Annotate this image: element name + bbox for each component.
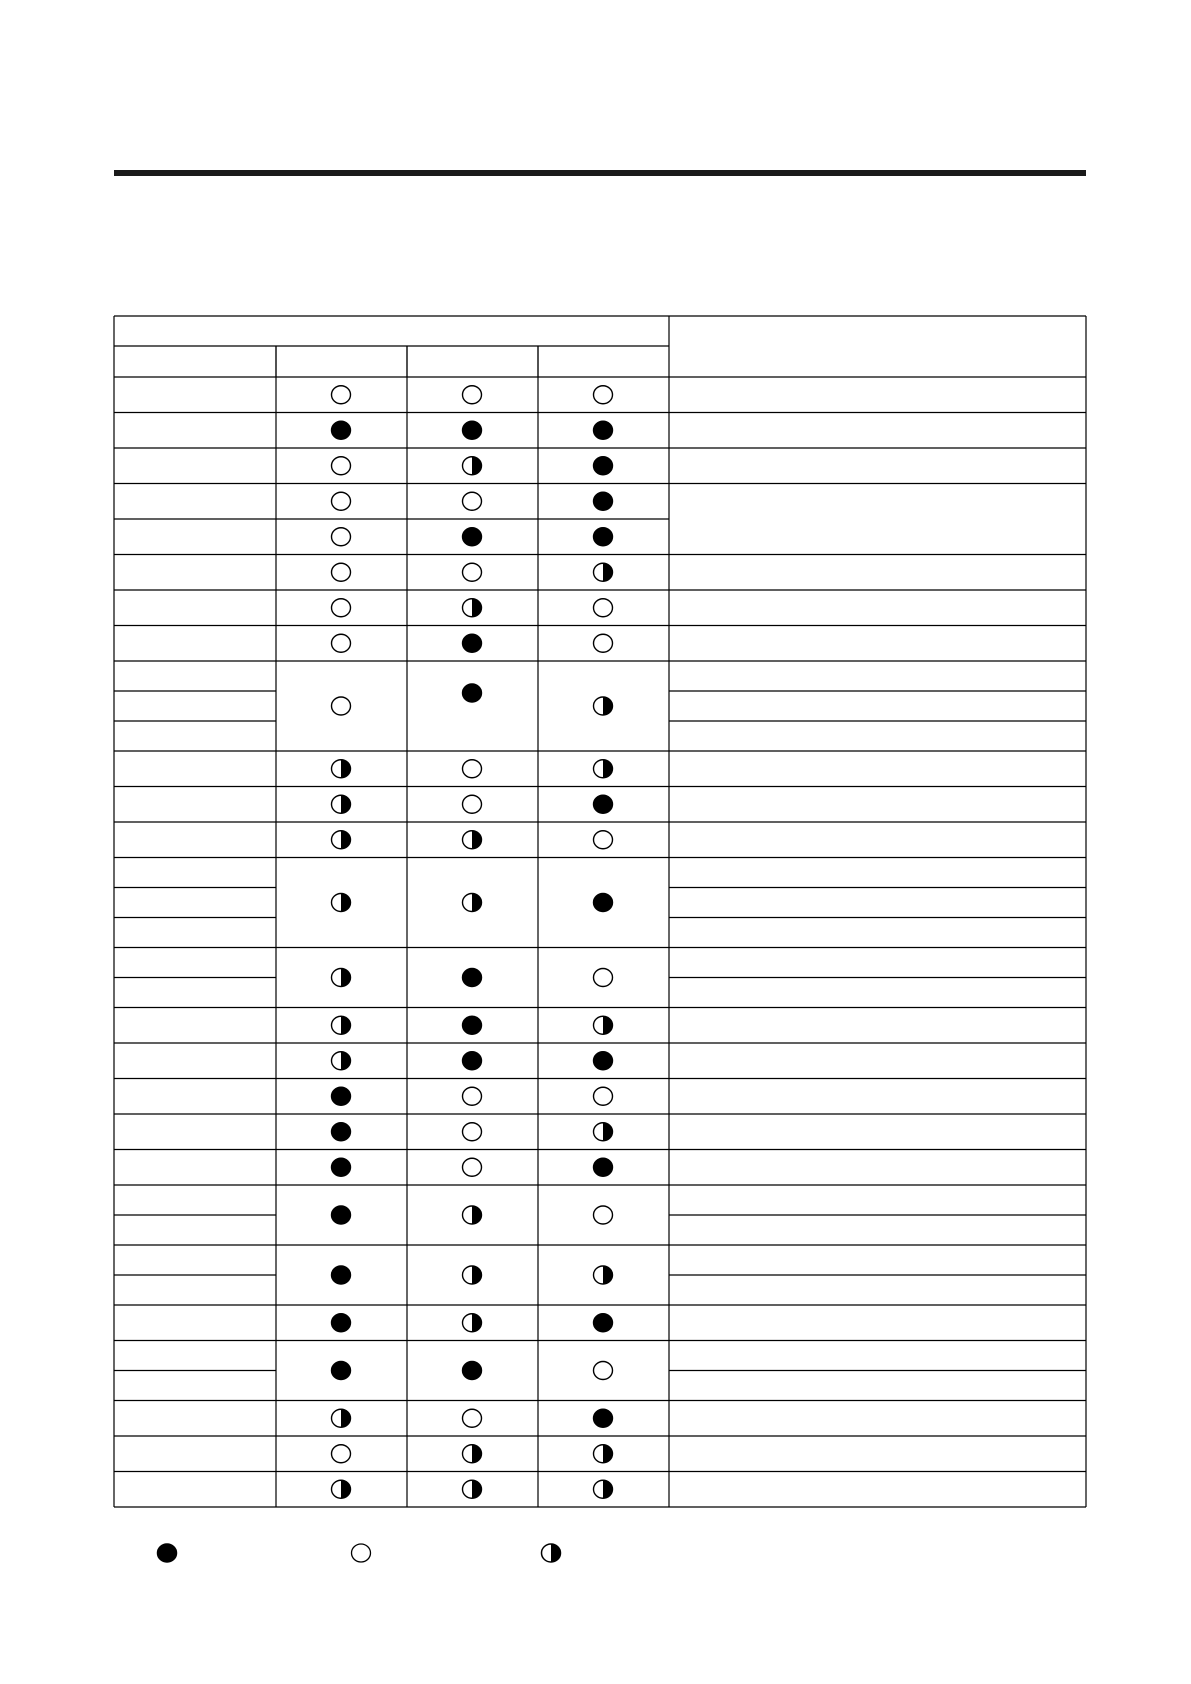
empty-circle-icon [463,760,482,778]
filled-circle-icon [594,528,613,546]
filled-circle-icon [594,795,613,813]
half-filled-circle-icon [332,969,351,987]
half-filled-circle-icon [463,894,482,912]
empty-circle-icon [594,386,613,404]
half-filled-circle-icon [594,1445,613,1463]
half-filled-circle-icon [463,1480,482,1498]
half-filled-circle-icon [594,1016,613,1034]
filled-circle-icon [332,1206,351,1224]
empty-circle-icon [594,634,613,652]
empty-circle-icon [332,528,351,546]
filled-circle-icon [332,1362,351,1380]
half-filled-circle-icon [463,831,482,849]
filled-circle-icon [463,684,482,702]
filled-circle-icon [594,1052,613,1070]
legend-empty [350,1542,372,1564]
half-filled-circle-icon [463,1266,482,1284]
half-filled-circle-icon [594,563,613,581]
empty-circle-icon [332,634,351,652]
half-circle-icon [540,1542,562,1564]
half-filled-circle-icon [463,1445,482,1463]
filled-circle-icon [463,528,482,546]
filled-circle-icon [594,1409,613,1427]
filled-circle-icon [332,1314,351,1332]
half-filled-circle-icon [463,1206,482,1224]
empty-circle-icon [594,1206,613,1224]
filled-circle-icon [594,894,613,912]
half-filled-circle-icon [463,457,482,475]
empty-circle-icon [594,831,613,849]
filled-circle-icon [463,1052,482,1070]
filled-circle-icon [463,1016,482,1034]
filled-circle-icon [463,634,482,652]
empty-circle-icon [463,1409,482,1427]
empty-circle-icon [463,1087,482,1105]
empty-circle-icon [594,599,613,617]
filled-circle-icon [594,492,613,510]
empty-circle-icon [594,1362,613,1380]
empty-circle-icon [332,563,351,581]
filled-circle-icon [463,421,482,439]
filled-circle-icon [594,1158,613,1176]
empty-circle-icon [463,1123,482,1141]
empty-circle-icon [332,457,351,475]
empty-circle-icon [463,492,482,510]
half-filled-circle-icon [332,894,351,912]
empty-circle-icon [332,697,351,715]
half-filled-circle-icon [332,760,351,778]
half-filled-circle-icon [594,697,613,715]
half-filled-circle-icon [332,1480,351,1498]
half-filled-circle-icon [332,1409,351,1427]
empty-circle-icon [594,1087,613,1105]
half-filled-circle-icon [332,831,351,849]
filled-circle-icon [594,1314,613,1332]
filled-circle-icon [332,1158,351,1176]
half-filled-circle-icon [463,599,482,617]
half-filled-circle-icon [594,1123,613,1141]
half-filled-circle-icon [594,760,613,778]
filled-circle-icon [594,457,613,475]
filled-circle-icon [594,421,613,439]
filled-circle-icon [332,421,351,439]
half-filled-circle-icon [594,1480,613,1498]
filled-circle-icon [156,1542,178,1564]
legend-half [540,1542,562,1564]
filled-circle-icon [332,1266,351,1284]
half-filled-circle-icon [463,1314,482,1332]
empty-circle-icon [463,795,482,813]
empty-circle-icon [594,969,613,987]
empty-circle-icon [463,386,482,404]
filled-circle-icon [332,1087,351,1105]
half-filled-circle-icon [332,1016,351,1034]
half-filled-circle-icon [332,1052,351,1070]
empty-circle-icon [332,386,351,404]
empty-circle-icon [332,492,351,510]
half-filled-circle-icon [594,1266,613,1284]
half-filled-circle-icon [332,795,351,813]
empty-circle-icon [350,1542,372,1564]
filled-circle-icon [463,969,482,987]
legend-filled [156,1542,178,1564]
empty-circle-icon [463,563,482,581]
empty-circle-icon [332,599,351,617]
empty-circle-icon [332,1445,351,1463]
empty-circle-icon [463,1158,482,1176]
filled-circle-icon [463,1362,482,1380]
filled-circle-icon [332,1123,351,1141]
